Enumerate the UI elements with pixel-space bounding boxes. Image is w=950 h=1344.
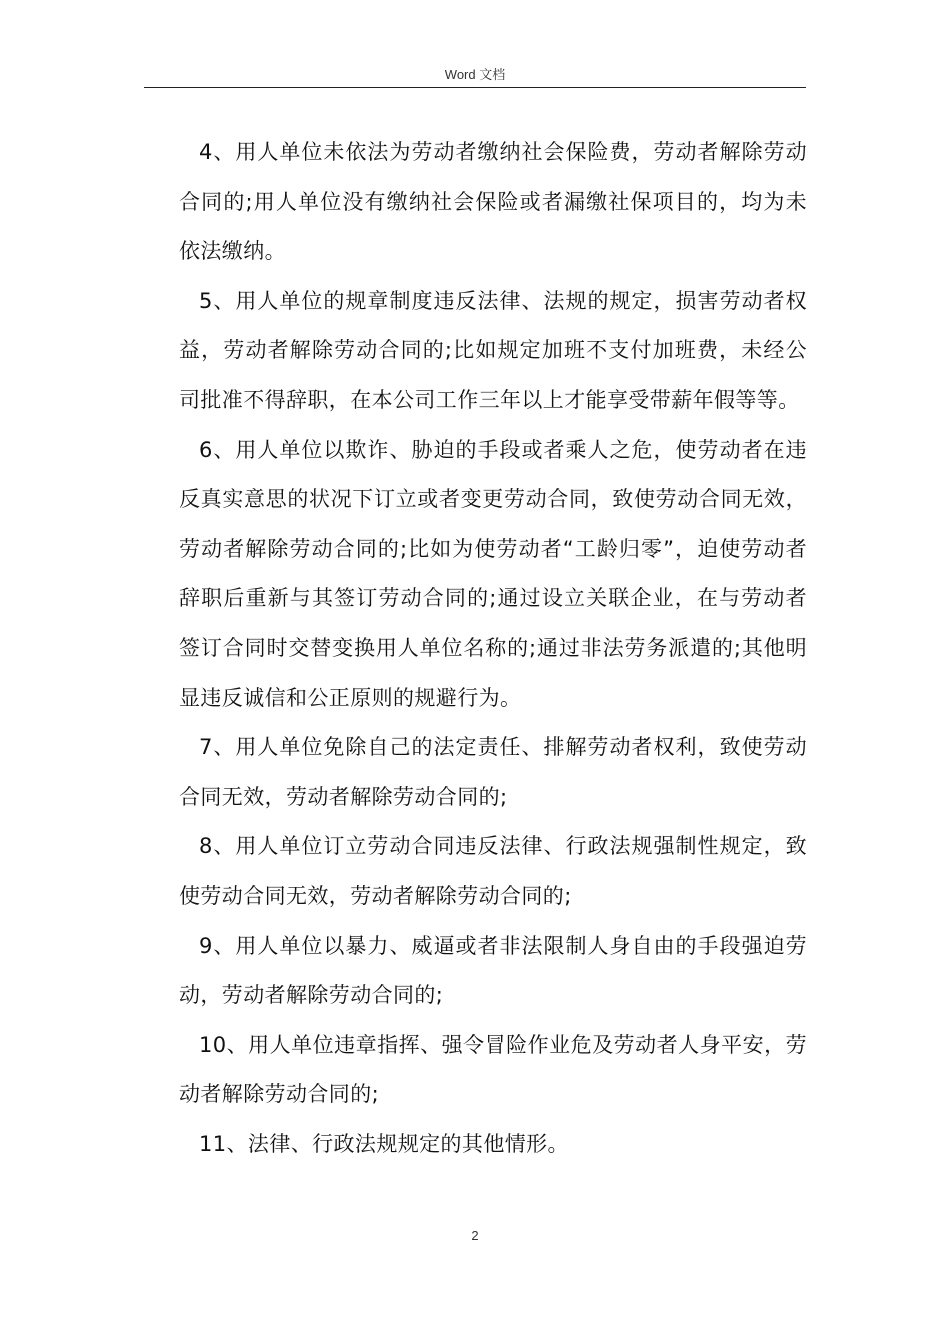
paragraph-item-5: 5、用人单位的规章制度违反法律、法规的规定，损害劳动者权益，劳动者解除劳动合同的;比如规定加班不支付加班费，未经公司批准不得辞职，在本公司工作三年以上才能享受带薪年假等等。 <box>179 288 807 412</box>
paragraph-item-10: 10、用人单位违章指挥、强令冒险作业危及劳动者人身平安，劳动者解除劳动合同的; <box>179 1032 807 1107</box>
page-number: 2 <box>471 1228 479 1243</box>
paragraph-item-8: 8、用人单位订立劳动合同违反法律、行政法规强制性规定，致使劳动合同无效，劳动者解除劳动合同的; <box>179 834 807 908</box>
paragraph-item-7: 7、用人单位免除自己的法定责任、排解劳动者权利，致使劳动合同无效，劳动者解除劳动合同的; <box>179 735 807 809</box>
document-body <box>179 128 807 1169</box>
paragraph-item-9: 9、用人单位以暴力、威逼或者非法限制人身自由的手段强迫劳动，劳动者解除劳动合同的; <box>179 933 807 1008</box>
header-divider <box>144 87 806 88</box>
paragraph-item-4: 4、用人单位未依法为劳动者缴纳社会保险费，劳动者解除劳动合同的;用人单位没有缴纳社会保险或者漏缴社保项目的，均为未依法缴纳。 <box>179 140 807 264</box>
header-title: Word 文档 <box>444 67 506 82</box>
paragraph-item-6: 6、用人单位以欺诈、胁迫的手段或者乘人之危，使劳动者在违反真实意思的状况下订立或者变更劳动合同，致使劳动合同无效，劳动者解除劳动合同的;比如为使劳动者“工龄归零”，迫使劳动者辞职后重新与其签订劳动合同的;通过设立关联企业，在与劳动者签订合同时交替变换用人单位名称的;通过非法劳务派遣的;其他明显违反诚信和公正原则的规避行为。 <box>179 437 807 710</box>
page-header <box>0 66 950 84</box>
paragraph-item-11: 11、法律、行政法规规定的其他情形。 <box>199 1131 569 1156</box>
